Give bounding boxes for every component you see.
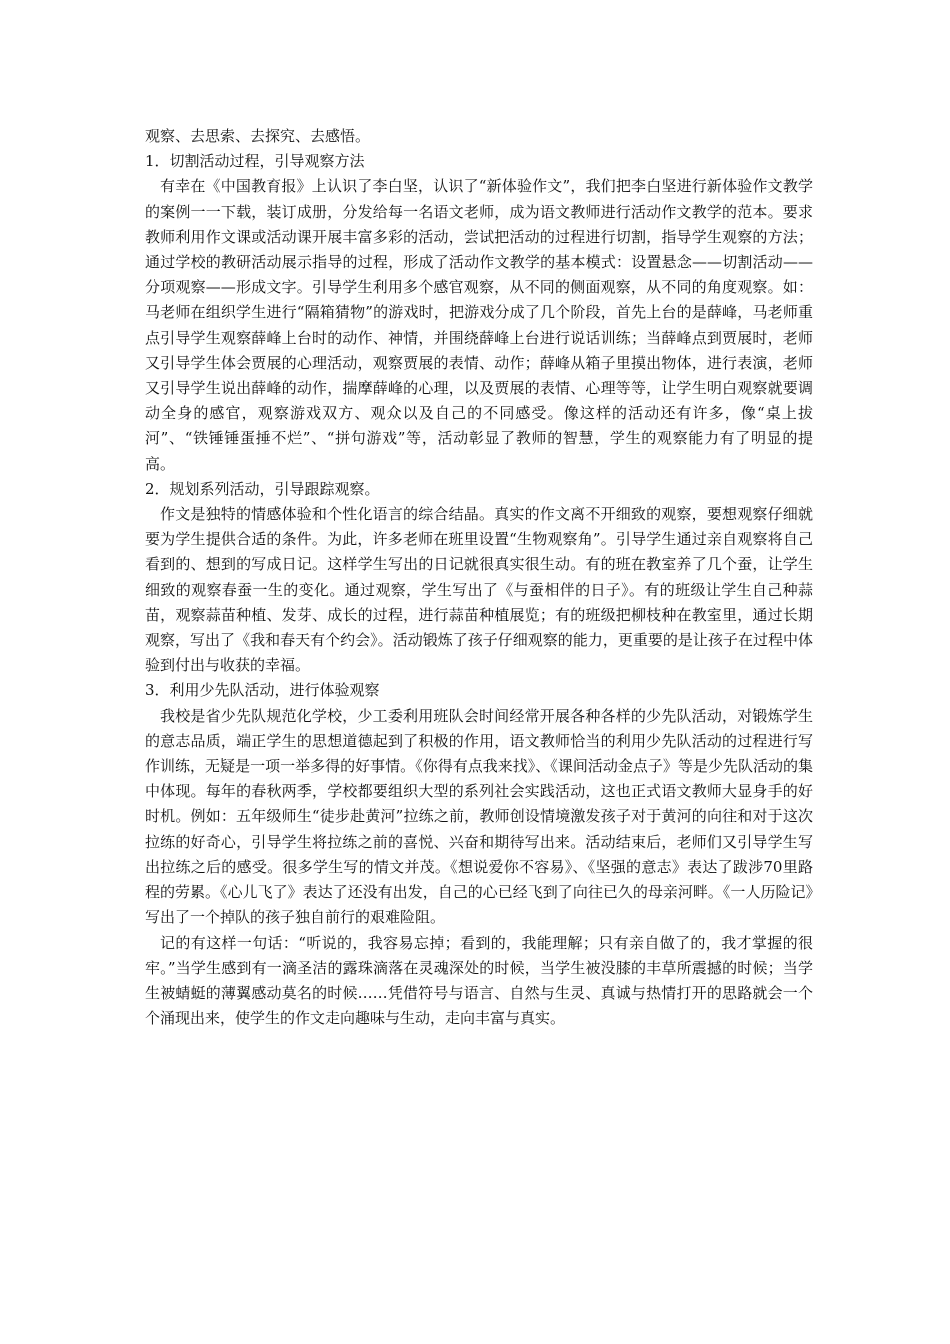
paragraph-3: 我校是省少先队规范化学校，少工委利用班队会时间经常开展各种各样的少先队活动，对锻炼学生的意志品质，端正学生的思想道德起到了积极的作用，语文教师恰当的利用少先队活动的过程进行写作训练，无疑是一项一举多得的好事情。《你得有点我来找》、《课间活动金点子》等是少先队活动的集中体现。每年的春秋两季，学校都要组织大型的系列社会实践活动，这也正式语文教师大显身手的好时机。例如：五年级师生“徒步赴黄河”拉练之前，教师创设情境激发孩子对于黄河的向往和对于这次拉练的好奇心，引导学生将拉练之前的喜悦、兴奋和期待写出来。活动结束后，老师们又引导学生写出拉练之后的感受。很多学生写的情文并茂。《想说爱你不容易》、《坚强的意志》表达了跋涉70里路程的劳累。《心儿飞了》表达了还没有出发，自己的心已经飞到了向往已久的母亲河畔。《一人历险记》写出了一个掉队的孩子独自前行的艰难险阻。: [145, 706, 813, 927]
document-body: [145, 124, 813, 1031]
paragraph-1: 有幸在《中国教育报》上认识了李白坚，认识了“新体验作文”，我们把李白坚进行新体验作文教学的案例一一下载，装订成册，分发给每一名语文老师，成为语文教师进行活动作文教学的范本。要求教师利用作文课或活动课开展丰富多彩的活动，尝试把活动的过程进行切割，指导学生观察的方法；通过学校的教研活动展示指导的过程，形成了活动作文教学的基本模式：设置悬念——切割活动——分项观察——形成文字。引导学生利用多个感官观察，从不同的侧面观察，从不同的角度观察。如：马老师在组织学生进行“隔箱猜物”的游戏时，把游戏分成了几个阶段，首先上台的是薛峰，马老师重点引导学生观察薛峰上台时的动作、神情，并围绕薛峰上台进行说话训练；当薛峰点到贾展时，老师又引导学生体会贾展的心理活动，观察贾展的表情、动作；薛峰从箱子里摸出物体，进行表演，老师又引导学生说出薛峰的动作，揣摩薛峰的心理，以及贾展的表情、心理等等，让学生明白观察就要调动全身的感官，观察游戏双方、观众以及自己的不同感受。像这样的活动还有许多，像“桌上拔河”、“铁锤锤蛋捶不烂”、“拼句游戏”等，活动彰显了教师的智慧，学生的观察能力有了明显的提高。: [145, 177, 813, 473]
paragraph-4: 记的有这样一句话：“听说的，我容易忘掉；看到的，我能理解；只有亲自做了的，我才掌握的很牢。”当学生感到有一滴圣洁的露珠滴落在灵魂深处的时候，当学生被没膝的丰草所震撼的时候；当学生被蜻蜓的薄翼感动莫名的时候……凭借符号与语言、自然与生灵、真诚与热情打开的思路就会一个个涌现出来，使学生的作文走向趣味与生动，走向丰富与真实。: [145, 933, 813, 1028]
section-heading-3: 3．利用少先队活动，进行体验观察: [145, 681, 380, 700]
paragraph-continuation: 观察、去思索、去探究、去感悟。: [145, 127, 371, 145]
paragraph-2: 作文是独特的情感体验和个性化语言的综合结晶。真实的作文离不开细致的观察，要想观察仔细就要为学生提供合适的条件。为此，许多老师在班里设置“生物观察角”。引导学生通过亲自观察将自己看到的、想到的写成日记。这样学生写出的日记就很真实很生动。有的班在教室养了几个蚕，让学生细致的观察春蚕一生的变化。通过观察，学生写出了《与蚕相伴的日子》。有的班级让学生自己种蒜苗，观察蒜苗种植、发芽、成长的过程，进行蒜苗种植展览；有的班级把柳枝种在教室里，通过长期观察，写出了《我和春天有个约会》。活动锻炼了孩子仔细观察的能力，更重要的是让孩子在过程中体验到付出与收获的幸福。: [145, 505, 813, 675]
section-heading-1: 1．切割活动过程，引导观察方法: [145, 152, 365, 171]
section-heading-2: 2．规划系列活动，引导跟踪观察。: [145, 479, 380, 498]
